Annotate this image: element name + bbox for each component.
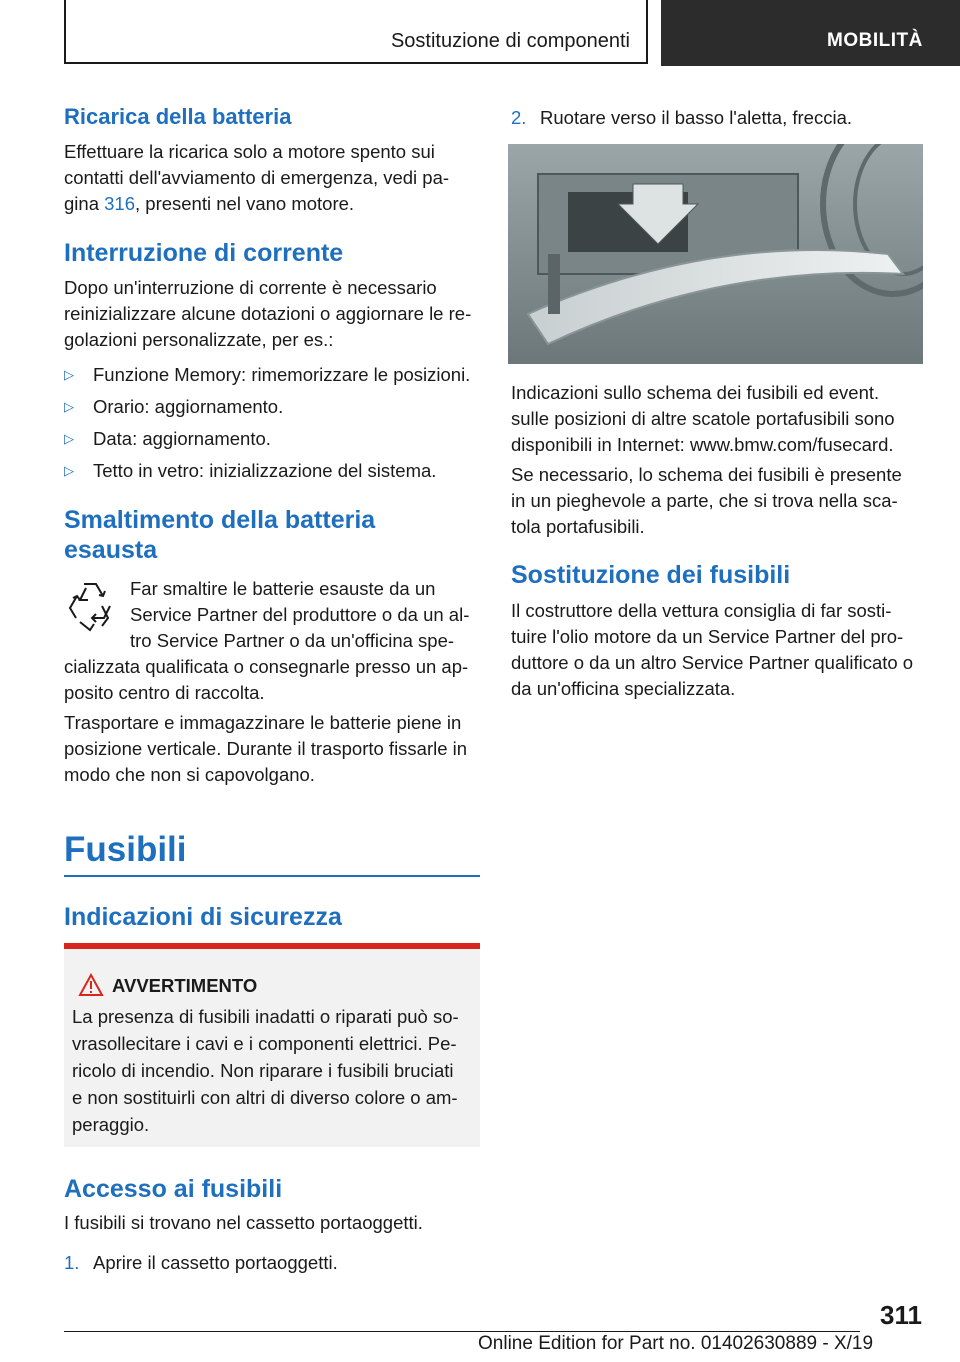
warning-title: AVVERTIMENTO (112, 975, 258, 996)
glovebox-illustration (508, 144, 923, 364)
warning-box (64, 943, 480, 1147)
sostituzione-line-4: da un'officina specializzata. (511, 678, 736, 699)
page-number: 311 (880, 1300, 922, 1330)
schema-line-1: Se necessario, lo schema dei fusibili è presente (511, 464, 902, 485)
ricarica-line-3: gina 316, presenti nel vano motore. (64, 193, 355, 214)
ricarica-line-2: contatti dell'avviamento di emergenza, vedi pa- (64, 167, 450, 188)
heading-rule (64, 875, 480, 877)
step-2: 2. Ruotare verso il basso l'aletta, freccia. (511, 107, 853, 128)
ricarica-line-1: Effettuare la ricarica solo a motore spento sui (64, 141, 435, 162)
header-chapter-label: MOBILITÀ (827, 30, 923, 51)
step-1: 1. Aprire il cassetto portaoggetti. (64, 1252, 338, 1273)
sostituzione-line-1: Il costruttore della vettura consiglia di far sosti- (511, 600, 892, 621)
header-section-title: Sostituzione di componenti (390, 30, 630, 52)
page-link-316[interactable]: 316 (104, 193, 135, 214)
page-header (0, 0, 960, 66)
smaltimento-line-4: cializzata qualificata o consegnarle presso un ap- (64, 656, 469, 677)
trasporto-line-3: modo che non si capovolgano. (64, 764, 315, 785)
header-section-box (64, 0, 648, 64)
smaltimento-line-1: Far smaltire le batterie esauste da un (130, 578, 436, 599)
sostituzione-line-2: tuire l'olio motore da un Service Partner del pro- (511, 626, 904, 647)
trasporto-line-2: posizione verticale. Durante il trasporto fissarle in (64, 738, 468, 759)
schema-line-2: in un pieghevole a parte, che si trova nella sca- (511, 490, 898, 511)
sostituzione-line-3: duttore o da un altro Service Partner qualificato o (511, 652, 914, 673)
footer-edition: Online Edition for Part no. 01402630889 - X/19 (478, 1333, 874, 1354)
heading-ricarica: Ricarica della batteria (64, 104, 292, 129)
heading-accesso: Accesso ai fusibili (64, 1175, 283, 1203)
heading-sicurezza: Indicazioni di sicurezza (64, 903, 342, 931)
smaltimento-line-2: Service Partner del produttore o da un al- (130, 604, 470, 625)
footer-rule (64, 1331, 860, 1332)
schema-line-3: tola portafusibili. (511, 516, 645, 537)
indicazioni-line-1: Indicazioni sullo schema dei fusibili ed event. (511, 382, 880, 403)
heading-smaltimento-2: esausta (64, 536, 158, 564)
recycle-icon (66, 578, 116, 634)
interruzione-line-3: golazioni personalizzate, per es.: (64, 329, 334, 350)
smaltimento-line-3: tro Service Partner o da un'officina spe- (130, 630, 455, 651)
heading-fusibili: Fusibili (64, 830, 187, 869)
indicazioni-line-2: sulle posizioni di altre scatole portafusibili sono (511, 408, 895, 429)
heading-interruzione: Interruzione di corrente (64, 239, 344, 267)
smaltimento-line-5: posito centro di raccolta. (64, 682, 265, 703)
warning-triangle-icon (78, 973, 104, 997)
accesso-text: I fusibili si trovano nel cassetto portaoggetti. (64, 1212, 423, 1233)
glovebox-photo (508, 144, 923, 364)
header-chapter-tab (661, 0, 960, 66)
warning-text: La presenza di fusibili inadatti o riparati può so- vrasollecitare i cavi e i componenti elettrici. Pe- ricolo di incendio. Non riparare i fusibili bruciati e non sostituirli con altri di diverso colore o am- peraggio. (72, 1006, 459, 1135)
interruzione-line-1: Dopo un'interruzione di corrente è necessario (64, 277, 437, 298)
trasporto-line-1: Trasportare e immagazzinare le batterie piene in (64, 712, 462, 733)
heading-sostituzione: Sostituzione dei fusibili (511, 561, 791, 589)
indicazioni-line-3: disponibili in Internet: www.bmw.com/fusecard. (511, 434, 894, 455)
interruzione-line-2: reinizializzare alcune dotazioni o aggiornare le re- (64, 303, 472, 324)
heading-smaltimento-1: Smaltimento della batteria (64, 506, 376, 534)
